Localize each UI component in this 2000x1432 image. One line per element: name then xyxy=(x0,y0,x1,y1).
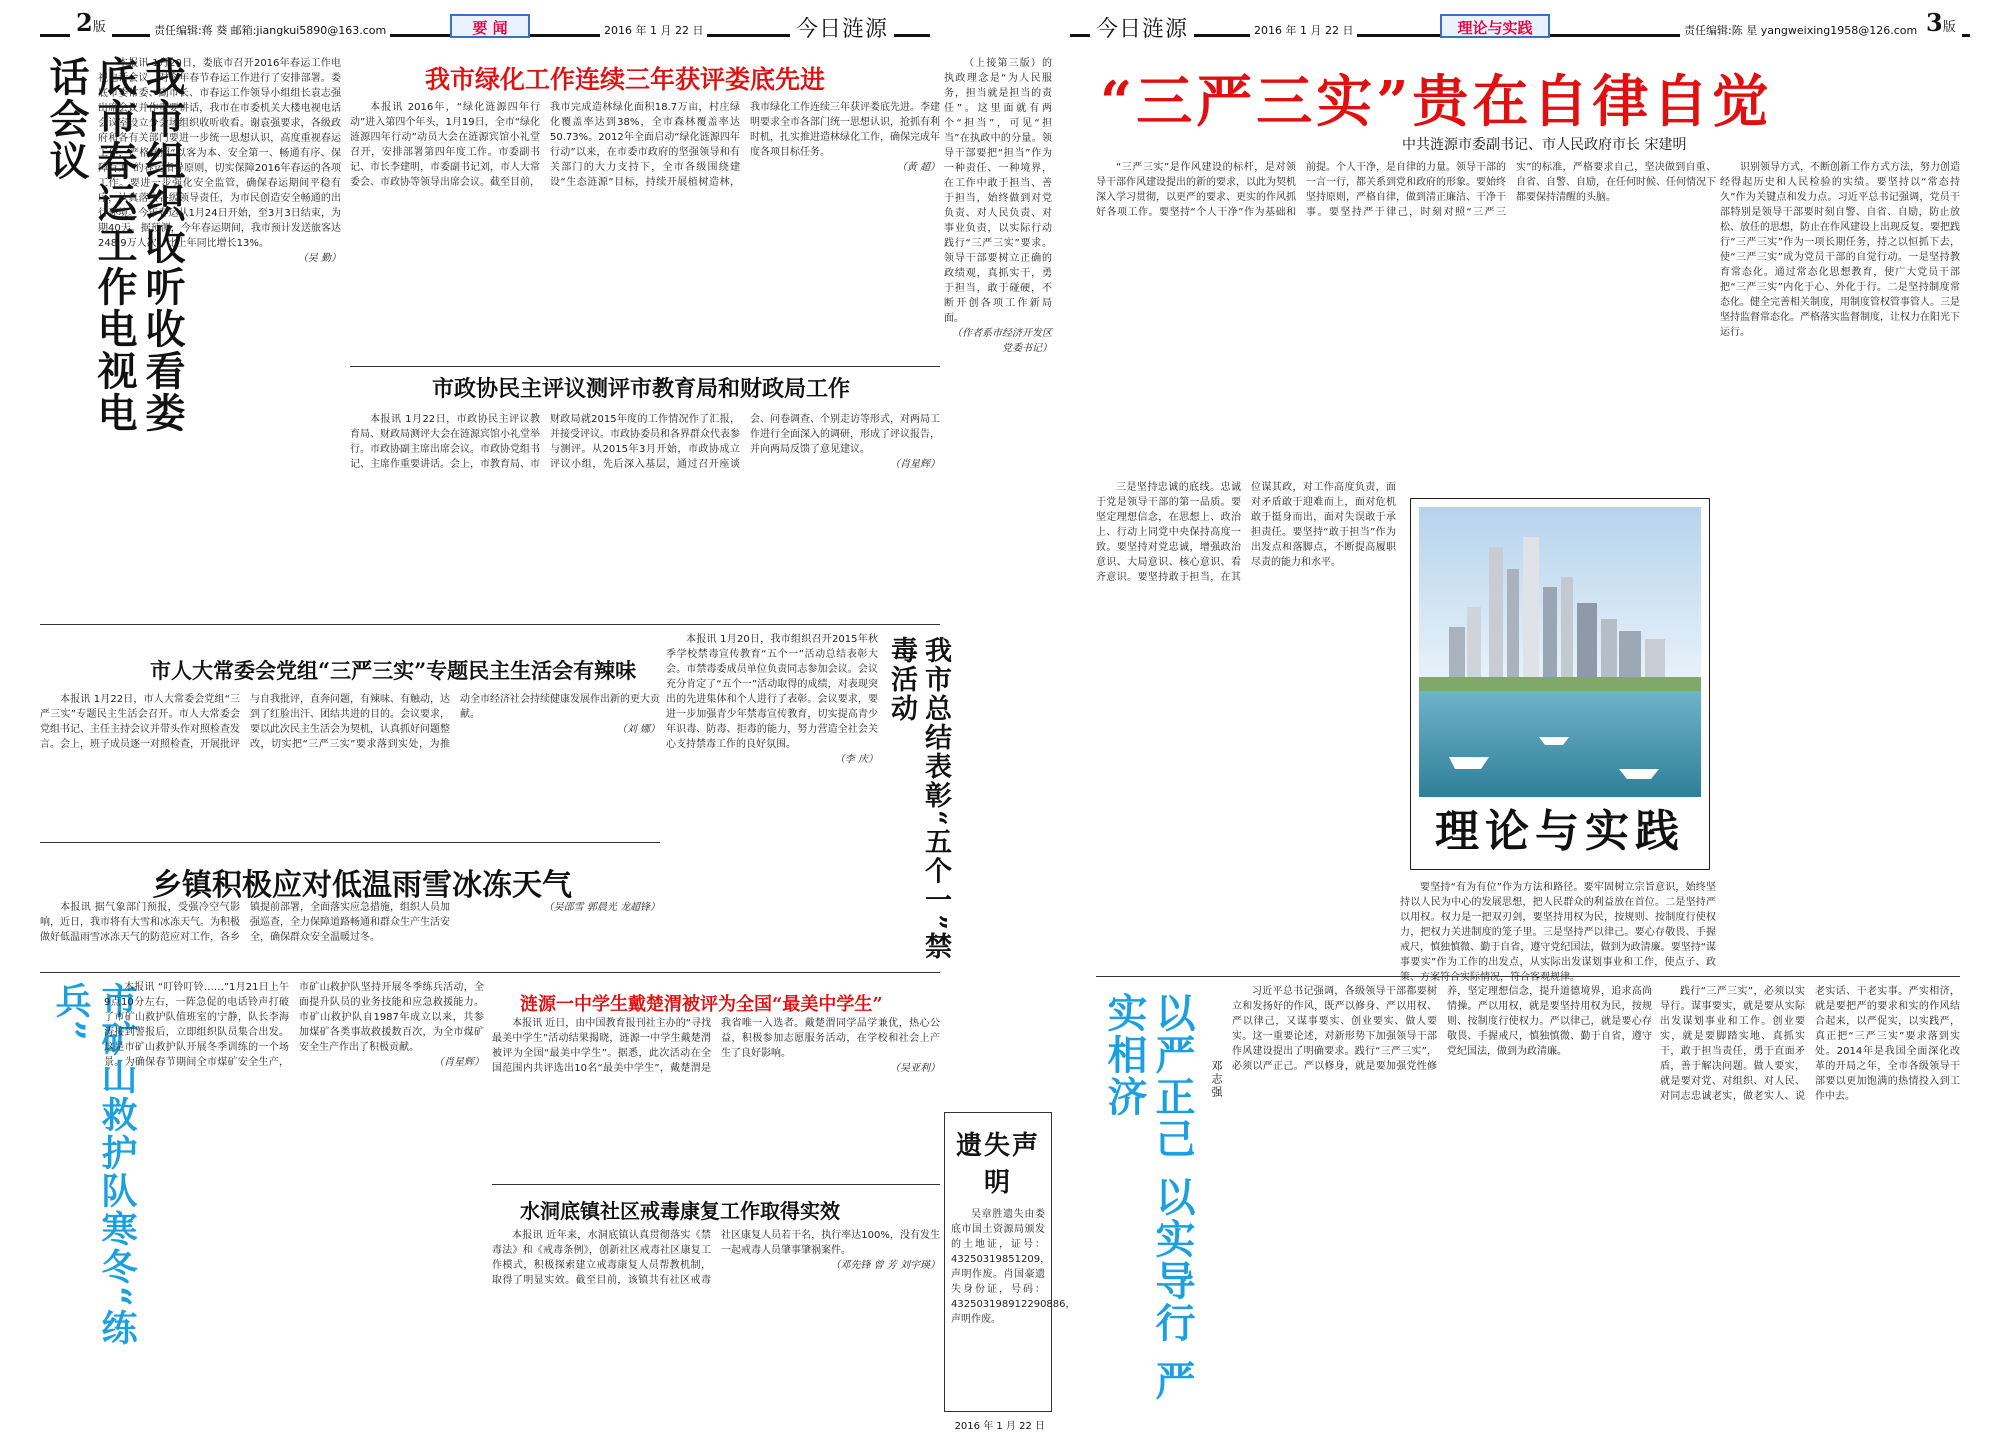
article-author: 中共涟源市委副书记、市人民政府市长 宋建明 xyxy=(1402,137,1687,153)
divider xyxy=(40,842,660,843)
article-headline: 市矿山救护队寒冬“练兵” xyxy=(50,982,138,1347)
page-number: 3版 xyxy=(1920,8,1962,37)
article-body: 本报讯 1月22日，市人大常委会党组“三严三实”专题民主生活会召开。市人大常委会党组书记、主任主持会议并带头作对照检查发言。会上，班子成员逐一对照检查，开展批评与自我批评，直奔问题，有辣味、有触动，达到了红脸出汗、团结共进的目的。会议要求，要以此次民主生活会为契机，认真抓好问题整改，切实把“三严三实”要求落到实处，为推动全市经济社会持续健康发展作出新的更大贡献。 （刘 娜） xyxy=(40,694,660,750)
feature-image xyxy=(1410,498,1710,870)
article-headline: 涟源一中学生戴楚渭被评为全国“最美中学生” xyxy=(520,994,883,1015)
article-body: 践行“三严三实”，必须以实导行。谋事要实，就是要从实际出发谋划事业和工作。创业要实，就是要脚踏实地、真抓实干，敢于担当责任，勇于直面矛盾，善于解决问题。做人要实，就是要对党、对组织、对人民、对同志忠诚老实，做老实人、说老实话、干老实事。严实相济，就是要把严的要求和实的作风结合起来，以严促实，以实践严，真正把“三严三实”要求落到实处。2014年是我国全面深化改革的开局之年，全市各级领导干部要以更加饱满的热情投入到工作中去。 xyxy=(1660,986,1960,1102)
article-body: 三是坚持忠诚的底线。忠诚于党是领导干部的第一品质。要坚定理想信念，在思想上、政治上、行动上同党中央保持高度一致。要坚持对党忠诚，增强政治意识、大局意识、核心意识、看齐意识。要坚持敢于担当，在其位谋其政，对工作高度负责，面对矛盾敢于迎难而上，面对危机敢于挺身而出，面对失误敢于承担责任。要坚持“敢于担当”作为出发点和落脚点，不断提高履职尽责的能力和水平。 xyxy=(1096,482,1396,583)
article-headline: 市政协民主评议测评市教育局和财政局工作 xyxy=(432,376,851,402)
city-skyline-image xyxy=(1419,507,1701,797)
article-body: 本报讯 据气象部门预报，受强冷空气影响，近日，我市将有大雪和冰冻天气。为积极做好低温雨雪冰冻天气的防范应对工作，各乡镇提前部署，全面落实应急措施，组织人员加强巡查，全力保障道路畅通和群众生产生活安全，确保群众安全温暖过冬。 （吴邵雪 郭晨光 龙超锋） xyxy=(40,902,660,943)
section-tag: 要 闻 xyxy=(450,14,530,38)
article-body: 本报讯 1月22日，市政协民主评议教育局、财政局测评大会在涟源宾馆小礼堂举行。市政协副主席出席会议。市政协党组书记、主席作重要讲话。会上，市教育局、市财政局就2015年度的工作情况作了汇报，并接受评议。市政协委员和各界群众代表参与测评。从2015年3月开始，市政协成立评议小组，先后深入基层，通过召开座谈会、问卷调查、个别走访等形式，对两局工作进行全面深入的调研，形成了评议报告，并向两局反馈了意见建议。 （肖星辉） xyxy=(350,414,940,470)
editor-info: 责任编辑:蒋 葵 邮箱:jiangkui5890@163.com xyxy=(150,22,390,38)
article-body: 识别领导方式，不断创新工作方式方法，努力创造经得起历史和人民检验的实绩。要坚持以“常态持久”作为关键点和发力点。习近平总书记强调，党员干部特别是领导干部要时刻自警、自省、自励，防止放松、放任的思想，防止在作风建设上出现反复。要把践行“三严三实”作为一项长期任务，持之以恒抓下去，使“三严三实”成为党员干部的自觉行动。一是坚持教育常态化。通过常态化思想教育，使广大党员干部把“三严三实”内化于心、外化于行。二是坚持制度常态化。健全完善相关制度，用制度管权管事管人。三是坚持监督常态化。严格落实监督制度，让权力在阳光下运行。 xyxy=(1720,162,1960,338)
right-page xyxy=(1000,0,2000,1429)
paper-brand: 今日涟源 xyxy=(790,12,894,43)
article-body: 本报讯 2016年，“绿化涟源四年行动”进入第四个年头，1月19日，全市“绿化涟源四年行动”动员大会在涟源宾馆小礼堂召开，安排部署第四年度工作。市委副书记、市长李建明，市委副书记刘，市人大常委会、市政协等领导出席会议。截至目前，我市完成造林绿化面积18.7万亩，村庄绿化覆盖率达到38%，全市森林覆盖率达50.73%。2012年全面启动“绿化涟源四年行动”以来，在市委市政府的坚强领导和有关部门的大力支持下，全市各级围绕建设“生态涟源”目标，持续开展植树造林，我市绿化工作连续三年获评娄底先进。李建明要求全市各部门统一思想认识，抢抓有利时机，扎实推进造林绿化工作，确保完成年度各项目标任务。 （黄 超） xyxy=(350,102,940,188)
image-caption: 理论与实践 xyxy=(1435,806,1685,857)
divider xyxy=(492,1184,940,1185)
article-headline: 我市总结表彰“五个一”禁毒活动 xyxy=(886,636,951,962)
left-header xyxy=(40,8,930,44)
article-body: 要坚持“有为有位”作为方法和路径。要牢固树立宗旨意识，始终坚持以人民为中心的发展思想，把人民群众的利益放在首位。二是坚持严以用权。权力是一把双刃剑，要坚持用权为民，按规则、按制度行使权力，把权力关进制度的笼子里。三是坚持严以律己。要心存敬畏、手握戒尺，慎独慎微、勤于自省，遵守党纪国法，做到为政清廉。要坚持“谋事要实”作为工作的出发点，从实际出发谋划事业和工作，使点子、政策、方案符合实际情况，符合客观规律。 xyxy=(1400,882,1716,983)
article-headline: 乡镇积极应对低温雨雪冰冻天气 xyxy=(152,868,572,903)
article-headline: 我市组织收听收看娄底市春运工作电视电话会议 xyxy=(43,56,186,434)
article-headline: 市人大常委会党组“三严三实”专题民主生活会有辣味 xyxy=(150,658,637,683)
divider xyxy=(40,972,940,973)
page-number: 2版 xyxy=(70,8,112,37)
article-body: 本报讯 1月20日，我市组织召开2015年秋季学校禁毒宣传教育“五个一”活动总结表彰大会。市禁毒委成员单位负责同志参加会议。会议充分肯定了“五个一”活动取得的成绩，对表现突出的先进集体和个人进行了表彰。会议要求，要进一步加强青少年禁毒宣传教育，切实提高青少年识毒、防毒、拒毒的能力，努力营造全社会关心支持禁毒工作的良好氛围。 （李 庆） xyxy=(666,634,878,765)
divider xyxy=(350,366,940,367)
notice-title: 遗失声明 xyxy=(955,1131,1040,1198)
divider xyxy=(40,624,940,625)
article-headline: 我市绿化工作连续三年获评娄底先进 xyxy=(425,65,826,94)
article-body: “三严三实”是作风建设的标杆，是对领导干部作风建设提出的新的要求，以此为契机深入学习贯彻，以更严的要求、更实的作风抓好各项工作。要坚持“个人干净”作为基础和前提。个人干净，是自律的力量。领导干部的一言一行，都关系到党和政府的形象。要始终坚持原则，严格自律，做到清正廉洁、干净干事。要坚持严于律己，时刻对照“三严三实”的标准，严格要求自己，坚决做到自重、自省、自警、自励，在任何时候、任何情况下都要保持清醒的头脑。 xyxy=(1096,162,1716,218)
article-body: 本报讯 近日，由中国教育报刊社主办的“寻找最美中学生”活动结果揭晓，涟源一中学生戴楚渭被评为全国“最美中学生”。据悉，此次活动在全国范围内共评选出10名“最美中学生”，戴楚渭是我省唯一入选者。戴楚渭同学品学兼优，热心公益，积极参加志愿服务活动，在学校和社会上产生了良好影响。 （吴亚利） xyxy=(492,1018,940,1074)
article-body: 习近平总书记强调，各级领导干部都要树立和发扬好的作风，既严以修身、严以用权、严以律己，又谋事要实、创业要实、做人要实。这一重要论述，对新形势下加强领导干部作风建设提出了明确要求。践行“三严三实”，必须以严正己。严以修身，就是要加强党性修养，坚定理想信念，提升道德境界，追求高尚情操。严以用权，就是要坚持用权为民，按规则、按制度行使权力。严以律己，就是要心存敬畏、手握戒尺，慎独慎微、勤于自省，遵守党纪国法，做到为政清廉。 xyxy=(1232,986,1652,1072)
article-body: 本报讯 “叮铃叮铃……”1月21日上午9点10分左右，一阵急促的电话铃声打破了市矿山救护队值班室的宁静，队长李海涛接到警报后，立即组织队员集合出发。这是市矿山救护队开展冬季训练的一个场景。为确保春节期间全市煤矿安全生产，市矿山救护队坚持开展冬季练兵活动，全面提升队员的业务技能和应急救援能力。市矿山救护队自1987年成立以来，共参加煤矿各类事故救援数百次，为全市煤矿安全生产作出了积极贡献。 （肖星辉） xyxy=(104,982,484,1068)
issue-date: 2016 年 1 月 22 日 xyxy=(600,22,707,38)
divider xyxy=(1096,976,1960,977)
issue-date: 2016 年 1 月 22 日 xyxy=(1250,22,1357,38)
article-author: 邓志强 xyxy=(1210,1060,1223,1099)
continuation-column: （上接第三版）的执政理念是“为人民服务，担当就是担当的责任”。这里面就有两个“担当”，可见“担当”在执政中的分量。领导干部要把“担当”作为一种责任、一种境界，在工作中敢于担当、善于担当，始终做到对党负责、对人民负责、对事业负责，以实际行动践行“三严三实”要求。领导干部要树立正确的政绩观，真抓实干，勇于担当，敢于碰硬，不断开创各项工作新局面。 （作者系市经济开发区党委书记） xyxy=(944,58,1052,354)
notice-body: 吴章胜遗失由娄底市国土资源局颁发的土地证，证号：43250319851209，声明作废。肖国豪遗失身份证，号码：432503198912290886，声明作废。 xyxy=(951,1209,1076,1325)
right-header xyxy=(1070,8,1970,44)
skyline-picture-icon xyxy=(1419,507,1701,797)
paper-brand: 今日涟源 xyxy=(1090,12,1194,43)
editor-info: 责任编辑:陈 星 yangweixing1958@126.com xyxy=(1680,22,1921,38)
left-page xyxy=(0,0,1000,1429)
article-headline: 以严正己 以实导行 严实相济 xyxy=(1101,992,1196,1402)
article-headline: 水洞底镇社区戒毒康复工作取得实效 xyxy=(520,1199,840,1223)
main-headline: “三严三实”贵在自律自觉 xyxy=(1100,69,1773,135)
section-tag: 理论与实践 xyxy=(1440,14,1550,38)
notice-date: 2016 年 1 月 22 日 xyxy=(954,1421,1045,1432)
article-body: 本报讯 近年来，水洞底镇认真贯彻落实《禁毒法》和《戒毒条例》，创新社区戒毒社区康复工作模式，积极探索建立戒毒康复人员帮教机制，取得了明显实效。截至目前，该镇共有社区戒毒社区康复人员若干名，执行率达100%，没有发生一起戒毒人员肇事肇祸案件。 （邓先锋 曾 芳 刘宇瑛） xyxy=(492,1230,940,1286)
article-body: 本报讯 1月20日，娄底市召开2016年春运工作电视电话会议，对今年春节春运工作进行了安排部署。娄底市委常委、副市长、市春运工作领导小组组长袁志强出席会议并作重要讲话，我市在市委机关大楼电视电话会议室设立分会场组织收听收看。谢袁强要求，各级政府和各有关部门要进一步统一思想认识，高度重视春运工作，严格按照“以客为本、安全第一、畅通有序、保障有力”的春运指导原则，切实保障2016年春运的各项工作。要进一步强化安全监管，确保春运期间平稳有序，认真落实各级领导责任，为市民创造安全畅通的出行环境。今年春运从1月24日开始，至3月3日结束，为期40天。据预测，今年春运期间，我市预计发送旅客达248.9万人次，比上年同比增长13%。 （吴 勤） xyxy=(98,58,341,264)
